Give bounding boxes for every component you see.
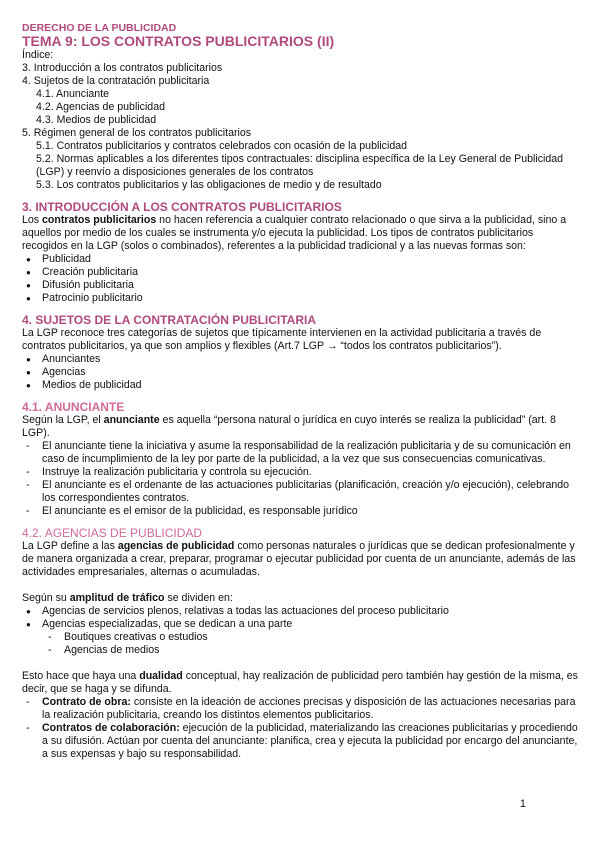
bullet-list [22,605,578,631]
paragraph: La LGP define a las agencias de publicidad como personas naturales o jurídicas que se dedican profesionalmente y de manera organizada a crear, preparar, programar o ejecutar publicidad por cuenta de un anunciante, además de las actividades empresariales, alternas o acumuladas. [22,540,576,578]
list-item: ● Creación publicitaria [22,266,578,279]
toc-item: 4.3. Medios de publicidad [36,114,157,126]
list-item: - El anunciante tiene la iniciativa y asume la responsabilidad de la realización publicitaria y de su comunicación en caso de incumplimiento de la ley por parte de la publicidad, a la vez que sus consecuencias comunicativas. [22,440,578,466]
list-item: - El anunciante es el ordenante de las actuaciones publicitarias (planificación, creación y/o ejecución), celebrando los correspondientes contratos. [22,479,578,505]
paragraph: La LGP reconoce tres categorías de sujetos que típicamente intervienen en la actividad publicitaria a través de contratos publicitarios, ya que son amplios y flexibles (Art.7 LGP → “todos los contratos publicitarios”). [22,327,542,352]
subsection-heading: 4.1. ANUNCIANTE [22,400,125,414]
bullet-list [22,353,578,392]
section-heading: 4. SUJETOS DE LA CONTRATACIÓN PUBLICITARIA [22,313,317,327]
table-of-contents [22,49,578,192]
toc-item: 4.1. Anunciante [36,88,110,100]
list-item: - Agencias de medios [22,644,578,657]
toc-label: Índice: [22,49,54,61]
list-item: ● Agencias [22,366,578,379]
toc-item: 5.3. Los contratos publicitarios y las obligaciones de medio y de resultado [36,179,382,191]
list-item: - Instruye la realización publicitaria y controla su ejecución. [22,466,578,479]
list-item: ● Patrocinio publicitario [22,292,578,305]
paragraph: Los contratos publicitarios no hacen referencia a cualquier contrato relacionado o que sirva a la publicidad, sino a aquellos por medio de los cuales se instrumenta y/o ejecuta la publicidad. Los tipos de contratos publicitarios recogidos en la LGP (solos o combinados), referentes a la publicidad tradicional y a las nuevas formas son: [22,214,567,252]
list-item: ● Anunciantes [22,353,578,366]
paragraph: Según su amplitud de tráfico se dividen en: [22,592,233,604]
list-item: ● Publicidad [22,253,578,266]
list-item: - Contrato de obra: consiste en la ideación de acciones precisas y disposición de las actuaciones necesarias para la realización publicitaria, creando los distintos elementos publicitarios. [22,696,578,722]
list-item: ● Agencias de servicios plenos, relativas a todas las actuaciones del proceso publicitario [22,605,578,618]
paragraph: Esto hace que haya una dualidad conceptual, hay realización de publicidad pero también hay gestión de la misma, es decir, que se haga y se difunda. [22,670,578,695]
page-title: TEMA 9: LOS CONTRATOS PUBLICITARIOS (II) [22,33,335,49]
bullet-list [22,253,578,305]
list-item: - Boutiques creativas o estudios [22,631,578,644]
list-item: ● Difusión publicitaria [22,279,578,292]
dash-list [22,696,578,761]
toc-item: 5.2. Normas aplicables a los diferentes tipos contractuales: disciplina específica de la Ley General de Publicidad (LGP) y reenvío a disposiciones generales de los contratos [36,153,564,178]
paragraph: Según la LGP, el anunciante es aquella “persona natural o jurídica en cuyo interés se realiza la publicidad” (art. 8 LGP). [22,414,556,439]
subsection-heading: 4.2. AGENCIAS DE PUBLICIDAD [22,526,203,540]
subject-header: DERECHO DE LA PUBLICIDAD [22,22,177,34]
list-item: ● Medios de publicidad [22,379,578,392]
page-number: 1 [519,798,526,810]
sub-list [22,631,578,657]
toc-item: 4.2. Agencias de publicidad [36,101,165,113]
list-item: - Contratos de colaboración: ejecución de la publicidad, materializando las creaciones publicitarias y procediendo a su difusión. Actúan por cuenta del anunciante: planifica, crea y ejecuta la publicidad por encargo del anunciante, a sus expensas y bajo su responsabilidad. [22,722,578,761]
list-item: - El anunciante es el emisor de la publicidad, es responsable jurídico [22,505,578,518]
document-page [22,22,578,761]
list-item: ● Agencias especializadas, que se dedican a una parte [22,618,578,631]
toc-item: 4. Sujetos de la contratación publicitaria [22,75,210,87]
dash-list [22,440,578,518]
section-heading: 3. INTRODUCCIÓN A LOS CONTRATOS PUBLICITARIOS [22,200,342,214]
toc-item: 5.1. Contratos publicitarios y contratos celebrados con ocasión de la publicidad [36,140,407,152]
toc-item: 3. Introducción a los contratos publicitarios [22,62,223,74]
toc-item: 5. Régimen general de los contratos publicitarios [22,127,252,139]
